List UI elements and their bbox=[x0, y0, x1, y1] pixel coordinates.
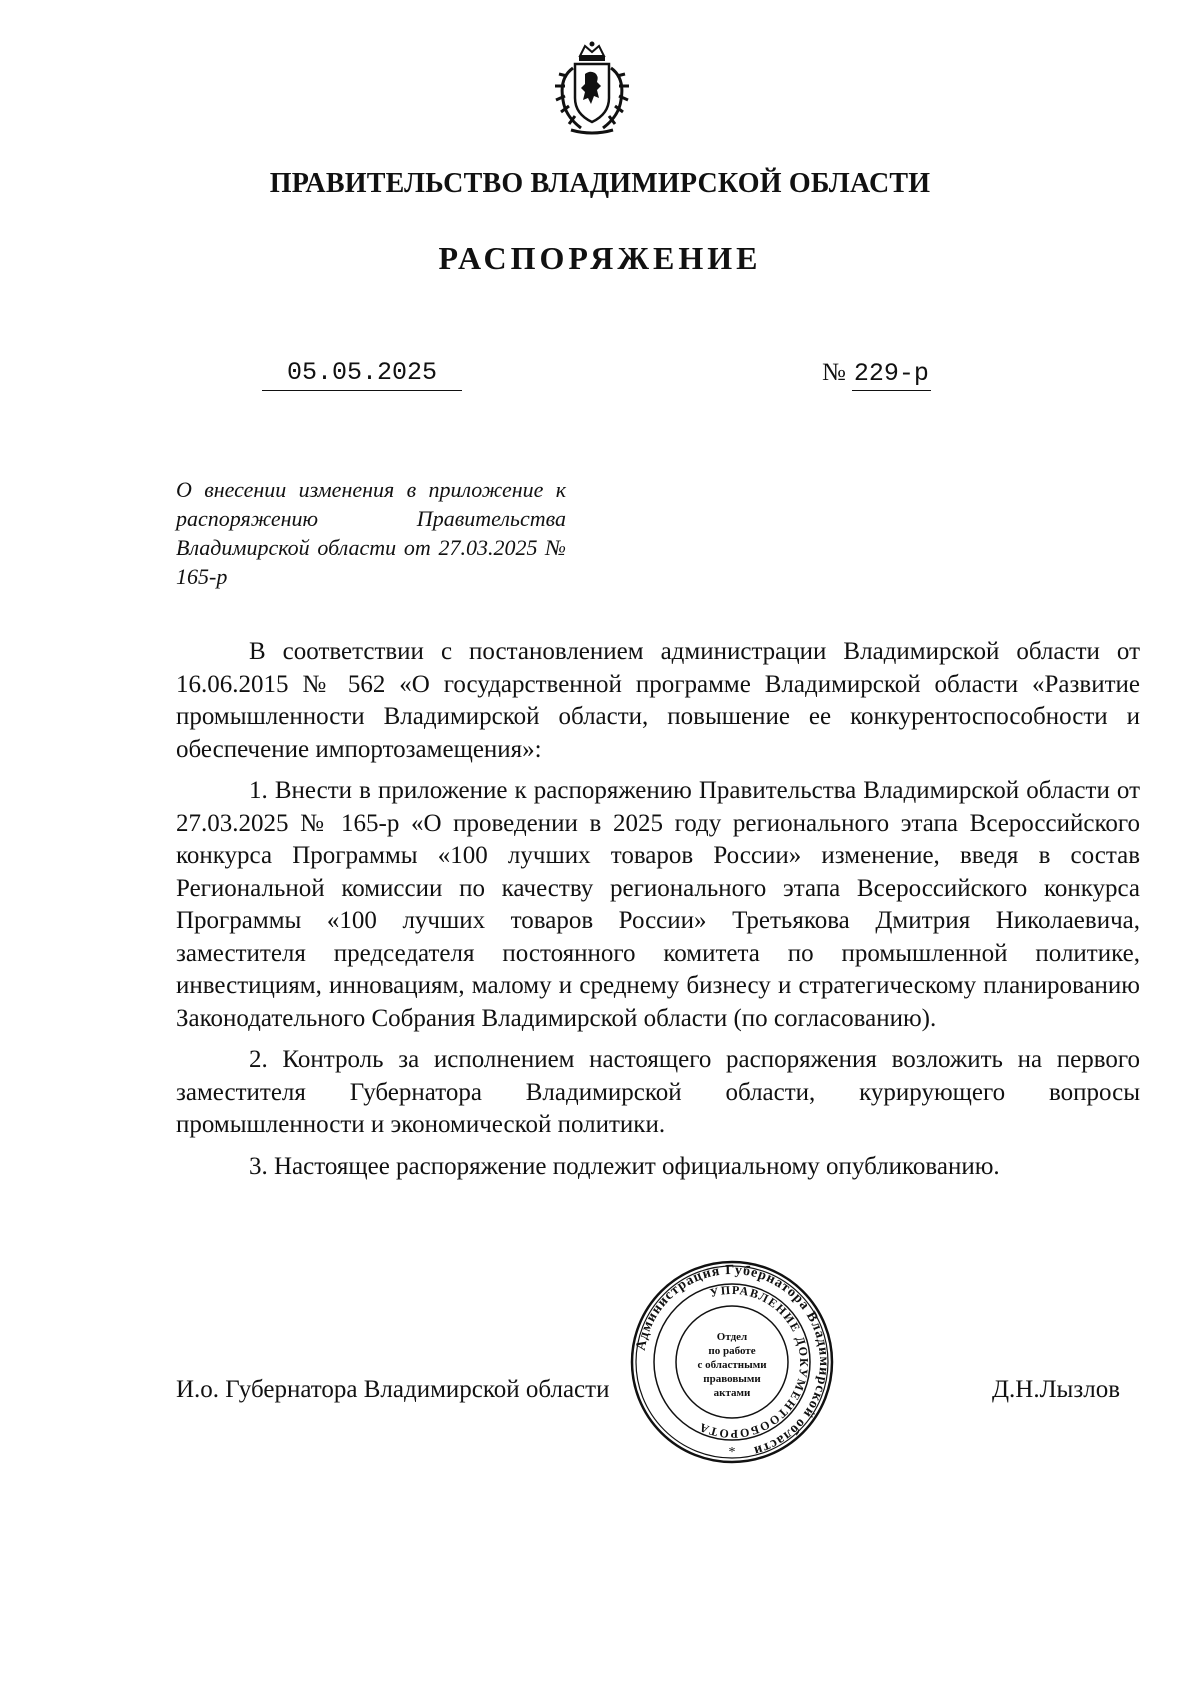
official-stamp bbox=[628, 1258, 836, 1466]
number-value: 229-р bbox=[852, 359, 931, 391]
preamble-paragraph: В соответствии с постановлением администрации Владимирской области от 16.06.2015 № 562 «О государственной программе Владимирской области «Развитие промышленности Владимирской области, повышение ее конкурентоспособности и обеспечение импортозамещения»: bbox=[176, 638, 1140, 763]
stamp-outer-ring-text: Администрация Губернатора Владимирской области bbox=[633, 1262, 832, 1459]
number-sign: № bbox=[822, 359, 846, 386]
document-number bbox=[822, 358, 931, 389]
stamp-center-line-5: актами bbox=[713, 1387, 751, 1399]
item-3-paragraph: 3. Настоящее распоряжение подлежит официальному опубликованию. bbox=[249, 1152, 1000, 1180]
item-1-paragraph: 1. Внести в приложение к распоряжению Правительства Владимирской области от 27.03.2025 № 165-р «О проведении в 2025 году регионального этапа Всероссийского конкурса Программы «100 лучших товаров России» изменение, введя в состав Региональной комиссии по качеству регионального этапа Всероссийского конкурса Программы «100 лучших товаров России» Третьякова Дмитрия Николаевича, заместителя председателя постоянного комитета по промышленной политике, инвестициям, инновациям, малому и среднему бизнесу и стратегическому планированию Законодательного Собрания Владимирской области (по согласованию). bbox=[176, 777, 1140, 1032]
signatory-name: Д.Н.Лызлов bbox=[991, 1376, 1120, 1403]
document-body bbox=[176, 636, 1140, 1192]
stamp-center-line-2: по работе bbox=[708, 1345, 756, 1357]
document-subject: О внесении изменения в приложение к распоряжению Правительства Владимирской области от 27.03.2025 № 165-р bbox=[176, 477, 566, 589]
stamp-center-line-3: с областными bbox=[697, 1359, 767, 1371]
coat-of-arms-emblem bbox=[545, 38, 639, 138]
document-type-title: РАСПОРЯЖЕНИЕ bbox=[438, 240, 762, 276]
organization-title: ПРАВИТЕЛЬСТВО ВЛАДИМИРСКОЙ ОБЛАСТИ bbox=[269, 168, 931, 199]
stamp-center-line-4: правовыми bbox=[703, 1373, 761, 1385]
document-date: 05.05.2025 bbox=[262, 358, 462, 391]
item-2-paragraph: 2. Контроль за исполнением настоящего распоряжения возложить на первого заместителя Губернатора Владимирской области, курирующего вопросы промышленности и экономической политики. bbox=[176, 1046, 1140, 1138]
signatory-position: И.о. Губернатора Владимирской области bbox=[176, 1376, 610, 1403]
svg-text:*: * bbox=[728, 1445, 736, 1460]
stamp-inner-ring-text: УПРАВЛЕНИЕ ДОКУМЕНТООБОРОТА bbox=[696, 1282, 812, 1442]
stamp-center-line-1: Отдел bbox=[716, 1331, 748, 1343]
